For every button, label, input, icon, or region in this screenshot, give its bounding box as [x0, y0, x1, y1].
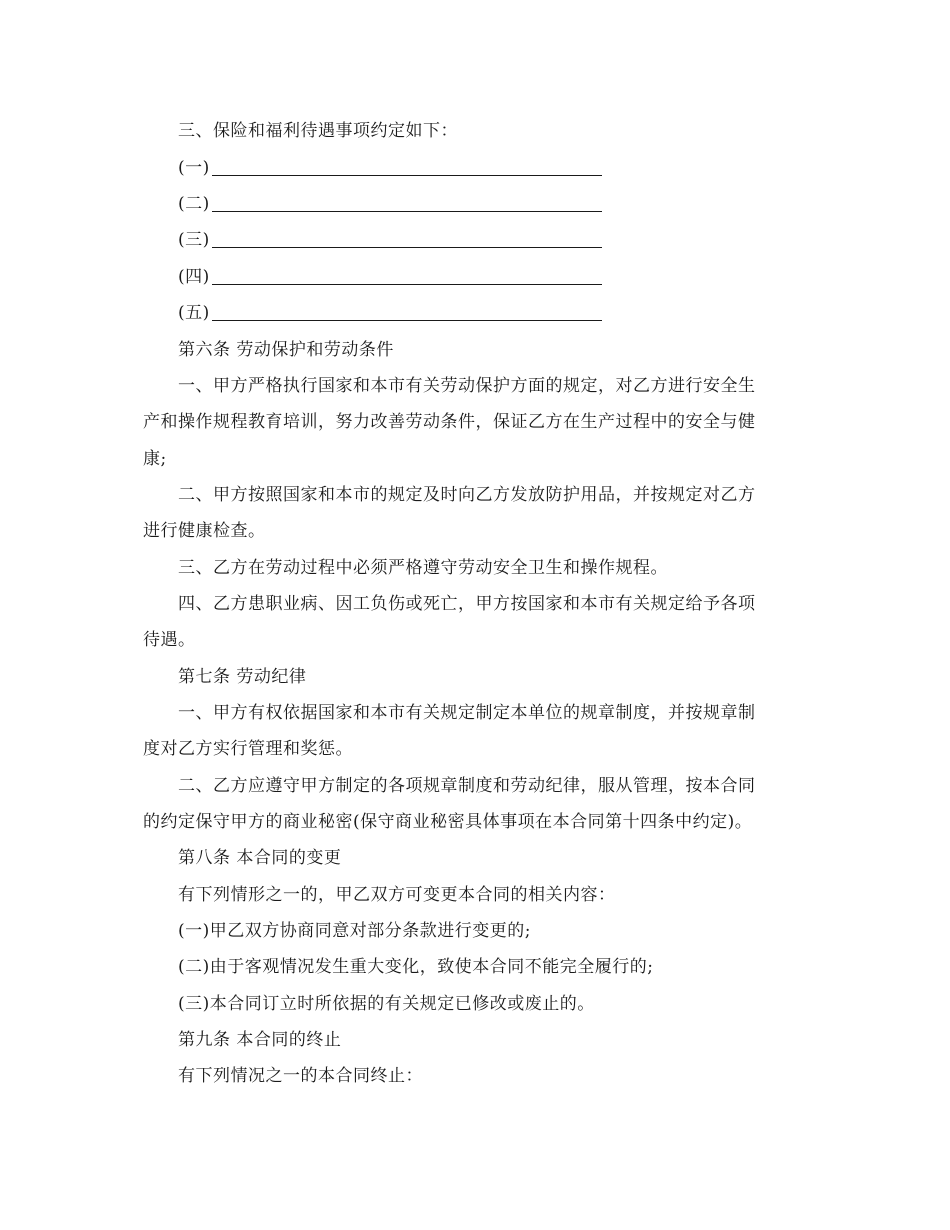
- article6-paragraph4-line2: 待遇。: [143, 630, 196, 650]
- article6-paragraph1-line3: 康;: [143, 449, 167, 469]
- article6-paragraph1-line1: 一、甲方严格执行国家和本市有关劳动保护方面的规定，对乙方进行安全生: [178, 376, 756, 396]
- article8-item2: (二)由于客观情况发生重大变化，致使本合同不能完全履行的;: [178, 957, 654, 977]
- benefit-blank-1: [178, 156, 602, 180]
- fill-in-line: [212, 247, 602, 248]
- fill-in-line: [212, 320, 602, 321]
- blank-label: (三): [178, 230, 210, 250]
- article6-title: 第六条 劳动保护和劳动条件: [178, 340, 394, 360]
- article8-intro: 有下列情形之一的，甲乙双方可变更本合同的相关内容：: [178, 885, 616, 905]
- article6-paragraph4-line1: 四、乙方患职业病、因工负伤或死亡，甲方按国家和本市有关规定给予各项: [178, 594, 756, 614]
- article6-paragraph1-line2: 产和操作规程教育培训，努力改善劳动条件，保证乙方在生产过程中的安全与健: [143, 412, 756, 432]
- benefit-blank-3: [178, 228, 602, 252]
- article9-intro: 有下列情况之一的本合同终止：: [178, 1066, 423, 1086]
- article7-title: 第七条 劳动纪律: [178, 667, 307, 687]
- benefit-blank-5: [178, 301, 602, 325]
- benefit-blank-2: [178, 192, 602, 216]
- article6-paragraph2-line1: 二、甲方按照国家和本市的规定及时向乙方发放防护用品，并按规定对乙方: [178, 485, 756, 505]
- blank-label: (一): [178, 158, 210, 178]
- blank-label: (二): [178, 194, 210, 214]
- article8-item1: (一)甲乙双方协商同意对部分条款进行变更的;: [178, 921, 531, 941]
- article7-paragraph1-line2: 度对乙方实行管理和奖惩。: [143, 739, 353, 759]
- article8-title: 第八条 本合同的变更: [178, 848, 342, 868]
- blank-label: (四): [178, 267, 210, 287]
- fill-in-line: [212, 284, 602, 285]
- article6-paragraph2-line2: 进行健康检查。: [143, 521, 266, 541]
- article8-item3: (三)本合同订立时所依据的有关规定已修改或废止的。: [178, 994, 595, 1014]
- section3-heading: 三、保险和福利待遇事项约定如下：: [178, 121, 458, 141]
- blank-label: (五): [178, 303, 210, 323]
- article7-paragraph1-line1: 一、甲方有权依据国家和本市有关规定制定本单位的规章制度，并按规章制: [178, 703, 756, 723]
- fill-in-line: [212, 175, 602, 176]
- article6-paragraph3-line1: 三、乙方在劳动过程中必须严格遵守劳动安全卫生和操作规程。: [178, 558, 668, 578]
- article7-paragraph2-line1: 二、乙方应遵守甲方制定的各项规章制度和劳动纪律，服从管理，按本合同: [178, 776, 756, 796]
- fill-in-line: [212, 211, 602, 212]
- article7-paragraph2-line2: 的约定保守甲方的商业秘密(保守商业秘密具体事项在本合同第十四条中约定)。: [143, 812, 753, 832]
- article9-title: 第九条 本合同的终止: [178, 1030, 342, 1050]
- benefit-blank-4: [178, 265, 602, 289]
